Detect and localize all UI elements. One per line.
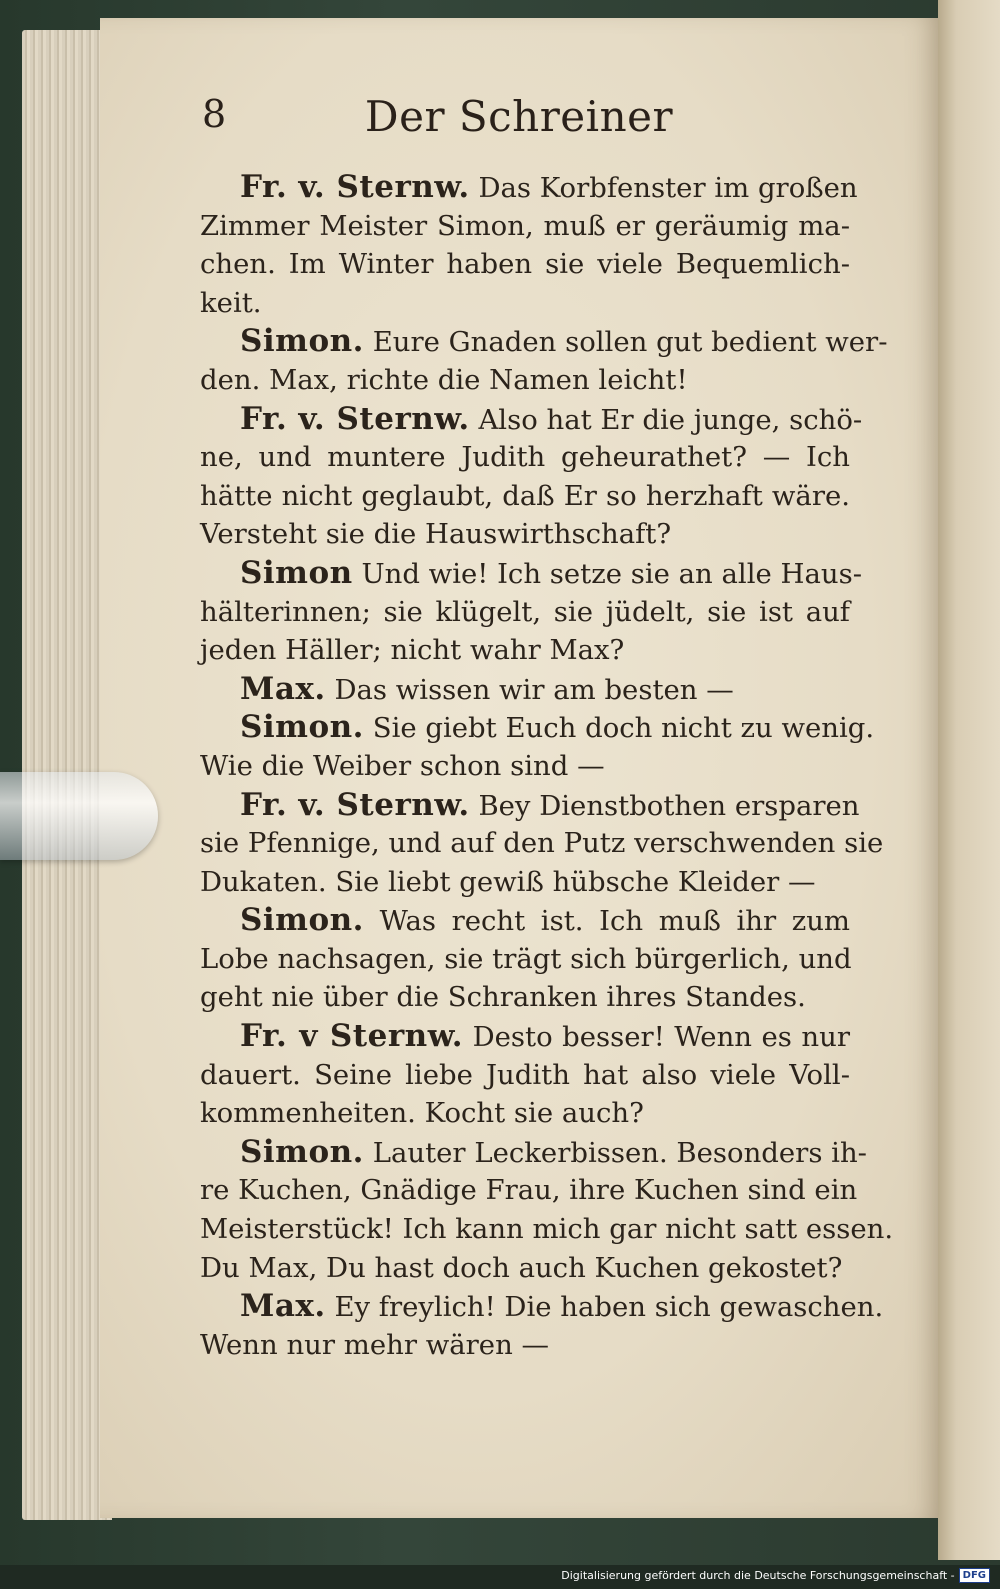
speaker-name: Simon — [240, 554, 353, 591]
speech-text: Und wie! Ich setze sie an alle Haus- — [361, 557, 862, 590]
speech-first-line — [200, 1133, 867, 1172]
speech-text: Eure Gnaden sollen gut bedient wer- — [372, 326, 888, 359]
speech-line: hälterinnen; sie klügelt, sie jüdelt, sie ist auf — [200, 595, 850, 628]
speech-first-line — [200, 322, 888, 361]
speech-text: Desto besser! Wenn es nur — [472, 1021, 850, 1054]
speaker-name: Simon. — [240, 709, 364, 746]
speech-first-line — [200, 901, 850, 940]
page-number: 8 — [202, 92, 227, 136]
speech-line: Du Max, Du hast doch auch Kuchen gekostet? — [200, 1251, 843, 1284]
speech-line: dauert. Seine liebe Judith hat also viele Voll- — [200, 1058, 850, 1091]
speech-line: Lobe nachsagen, sie trägt sich bürgerlich, und — [200, 942, 852, 975]
speech-first-line — [200, 168, 858, 207]
speech-text: Das Korbfenster im großen — [478, 172, 858, 204]
speech-text: Also hat Er die junge, schö- — [478, 403, 863, 436]
speech-first-line — [200, 786, 860, 825]
speech-line: sie Pfennige, und auf den Putz verschwenden sie — [200, 827, 884, 860]
speech-line: den. Max, richte die Namen leicht! — [200, 363, 688, 396]
speaker-name: Simon. — [240, 1133, 364, 1170]
speech-first-line — [200, 554, 862, 593]
speech-text: Das wissen wir am besten — — [334, 673, 734, 706]
speech-line: kommenheiten. Kocht sie auch? — [200, 1097, 644, 1130]
speech-text: Bey Dienstbothen ersparen — [478, 789, 860, 822]
speech-text: Lauter Leckerbissen. Besonders ih- — [372, 1136, 867, 1169]
speaker-name: Max. — [240, 1288, 326, 1325]
speech-text: Was recht ist. Ich muß ihr zum — [379, 905, 850, 938]
speech-line: keit. — [200, 286, 262, 319]
page-header — [100, 92, 938, 152]
speech-line: re Kuchen, Gnädige Frau, ihre Kuchen sind ein — [200, 1174, 858, 1207]
speaker-name: Fr. v. Sternw. — [240, 169, 470, 205]
speech-line: Meisterstück! Ich kann mich gar nicht satt essen. — [200, 1213, 894, 1246]
footer-credit — [561, 1568, 990, 1583]
speaker-name: Max. — [240, 670, 326, 707]
facing-page-edge — [938, 0, 1000, 1560]
dialogue-text — [200, 168, 894, 1364]
speech-text: Ey freylich! Die haben sich gewaschen. — [334, 1291, 884, 1324]
speech-first-line — [200, 670, 850, 709]
speech-first-line — [200, 400, 863, 439]
speech-text: Sie giebt Euch doch nicht zu wenig. — [372, 712, 875, 745]
speech-line: geht nie über die Schranken ihres Standes. — [200, 981, 806, 1014]
running-title: Der Schreiner — [364, 92, 674, 141]
speaker-name: Fr. v. Sternw. — [240, 786, 470, 823]
speech-first-line — [200, 708, 875, 747]
speech-first-line — [200, 1017, 850, 1056]
speech-line: jeden Häller; nicht wahr Max? — [200, 634, 625, 667]
speech-line: Wie die Weiber schon sind — — [200, 749, 605, 782]
footer-credit-text: Digitalisierung gefördert durch die Deutsche Forschungsgemeinschaft - — [561, 1569, 955, 1582]
dfg-logo: DFG — [959, 1568, 990, 1583]
speech-line: chen. Im Winter haben sie viele Bequemlich- — [200, 248, 850, 281]
speech-line: hätte nicht geglaubt, daß Er so herzhaft wäre. — [200, 479, 850, 512]
speech-first-line — [200, 1287, 884, 1326]
speaker-name: Simon. — [240, 902, 364, 939]
speech-line: Dukaten. Sie liebt gewiß hübsche Kleider — — [200, 865, 816, 898]
glass-page-holder — [0, 772, 158, 860]
speech-line: ne, und muntere Judith geheurathet? — Ich — [200, 441, 850, 474]
speech-line: Versteht sie die Hauswirthschaft? — [200, 518, 672, 551]
speech-line: Wenn nur mehr wären — — [200, 1328, 550, 1361]
speaker-name: Simon. — [240, 323, 364, 360]
speaker-name: Fr. v Sternw. — [240, 1018, 464, 1055]
speaker-name: Fr. v. Sternw. — [240, 400, 470, 437]
speech-line: Zimmer Meister Simon, muß er geräumig ma- — [200, 209, 850, 242]
